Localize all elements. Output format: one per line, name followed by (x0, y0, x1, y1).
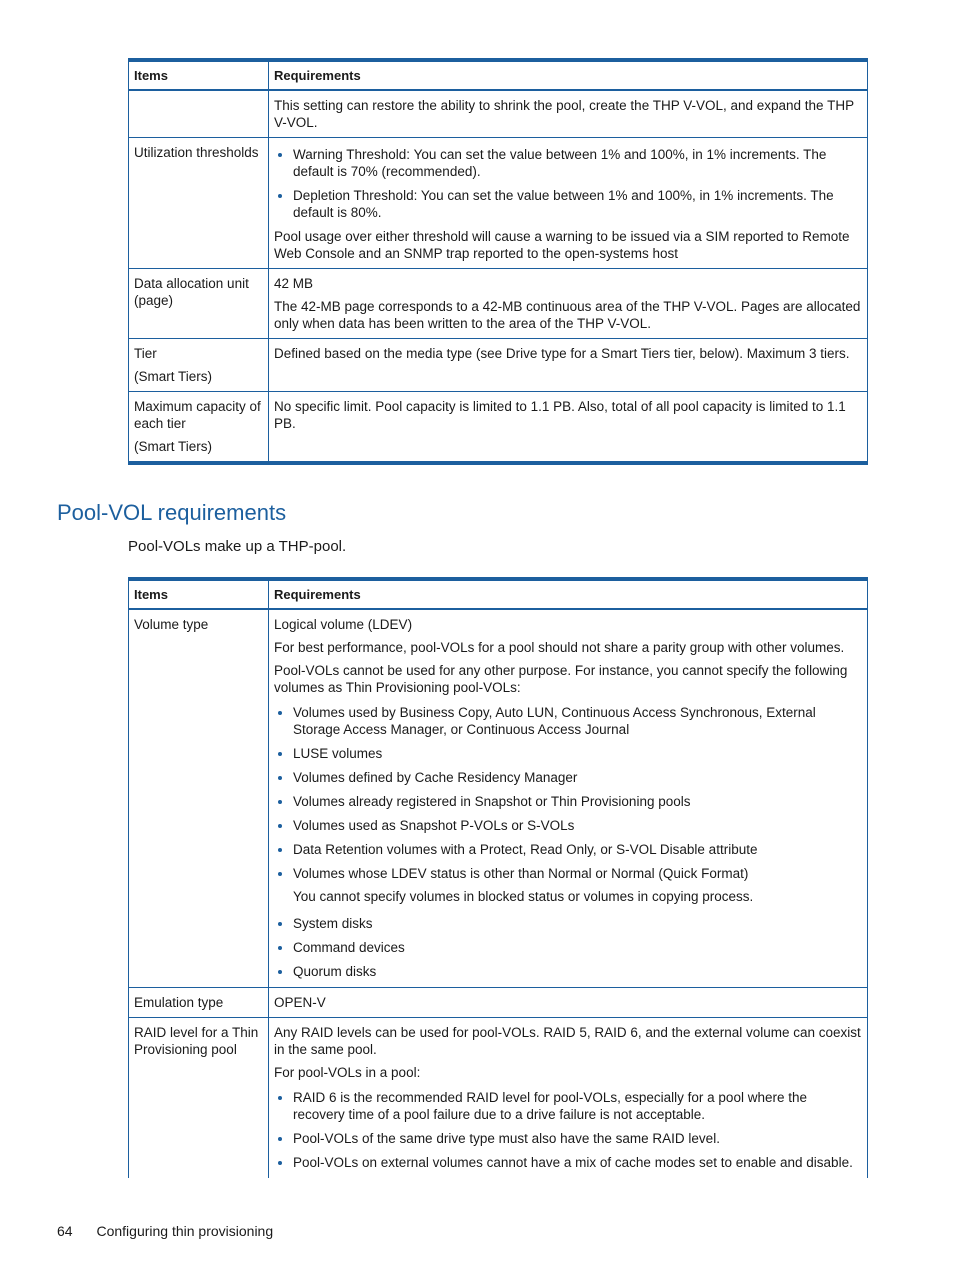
requirement-text: Defined based on the media type (see Drive type for a Smart Tiers tier, below). Maximum 3 tiers. (274, 346, 850, 361)
requirement-text: Logical volume (LDEV) (274, 617, 413, 632)
requirement-text: OPEN-V (274, 995, 326, 1010)
list-item: Data Retention volumes with a Protect, Read Only, or S-VOL Disable attribute (293, 841, 862, 858)
item-text: Tier (134, 346, 157, 361)
list-item: Quorum disks (293, 963, 862, 980)
item-text: Utilization thresholds (134, 145, 259, 160)
item-text: Emulation type (134, 995, 224, 1010)
requirements-header: Requirements (269, 60, 868, 90)
requirement-cell (269, 609, 868, 988)
list-item: Pool-VOLs of the same drive type must also have the same RAID level. (293, 1130, 862, 1147)
table-body (129, 609, 868, 1178)
list-item: System disks (293, 915, 862, 932)
requirement-text: No specific limit. Pool capacity is limited to 1.1 PB. Also, total of all pool capacity is limited to 1.1 PB. (274, 399, 846, 431)
list-item: Volumes used as Snapshot P-VOLs or S-VOLs (293, 817, 862, 834)
item-cell (129, 269, 269, 339)
requirement-list (274, 146, 862, 221)
requirement-cell (269, 90, 868, 138)
requirement-text: Pool usage over either threshold will cause a warning to be issued via a SIM reported to Remote Web Console and an SNMP trap reported to the open-systems host (274, 229, 850, 261)
item-text: (Smart Tiers) (134, 439, 213, 454)
list-item: RAID 6 is the recommended RAID level for pool-VOLs, especially for a pool where the recovery time of a pool failure due to a drive failure is not acceptable. (293, 1089, 862, 1123)
requirement-text: Pool-VOLs cannot be used for any other purpose. For instance, you cannot specify the following volumes as Thin Provisioning pool-VOLs: (274, 663, 848, 695)
table-row (129, 392, 868, 464)
requirement-cell (269, 138, 868, 269)
item-cell (129, 609, 269, 988)
requirement-text: This setting can restore the ability to shrink the pool, create the THP V-VOL, and expand the THP V-VOL. (274, 98, 854, 130)
item-cell (129, 138, 269, 269)
list-item: Command devices (293, 939, 862, 956)
requirements-header: Requirements (269, 579, 868, 609)
item-text: Maximum capacity of each tier (134, 399, 261, 431)
chapter-title: Configuring thin provisioning (96, 1223, 274, 1239)
table-row (129, 269, 868, 339)
section-title: Pool-VOL requirements (57, 500, 287, 525)
thresholds-table (128, 58, 868, 465)
requirement-text: For best performance, pool-VOLs for a pool should not share a parity group with other volumes. (274, 640, 845, 655)
table-header-row (129, 579, 868, 609)
requirement-cell (269, 339, 868, 392)
table-row (129, 339, 868, 392)
item-cell (129, 392, 269, 464)
items-header: Items (129, 579, 269, 609)
page-footer (57, 1223, 273, 1239)
list-item-note: You cannot specify volumes in blocked status or volumes in copying process. (293, 889, 754, 904)
item-text: (Smart Tiers) (134, 369, 213, 384)
list-item: LUSE volumes (293, 745, 862, 762)
table-row (129, 609, 868, 988)
requirement-text: Any RAID levels can be used for pool-VOLs. RAID 5, RAID 6, and the external volume can coexist in the same pool. (274, 1025, 861, 1057)
item-text: RAID level for a Thin Provisioning pool (134, 1025, 259, 1057)
requirement-list (274, 1089, 862, 1171)
requirement-cell (269, 269, 868, 339)
table-row (129, 1018, 868, 1179)
table-row (129, 90, 868, 138)
table-header-row (129, 60, 868, 90)
requirement-text: For pool-VOLs in a pool: (274, 1065, 421, 1080)
items-header: Items (129, 60, 269, 90)
page-number: 64 (57, 1223, 73, 1239)
item-text: Volume type (134, 617, 209, 632)
requirement-cell (269, 392, 868, 464)
table-body (129, 90, 868, 463)
section-intro: Pool-VOLs make up a THP-pool. (128, 538, 347, 555)
list-item: Pool-VOLs on external volumes cannot have a mix of cache modes set to enable and disable. (293, 1154, 862, 1171)
list-item: Volumes defined by Cache Residency Manager (293, 769, 862, 786)
item-cell (129, 1018, 269, 1179)
table-row (129, 138, 868, 269)
list-item: Warning Threshold: You can set the value between 1% and 100%, in 1% increments. The default is 70% (recommended). (293, 146, 862, 180)
item-text: Data allocation unit (page) (134, 276, 249, 308)
requirement-list (274, 704, 862, 980)
item-cell (129, 90, 269, 138)
list-item (293, 865, 862, 905)
requirement-text: 42 MB (274, 276, 314, 291)
list-item: Volumes used by Business Copy, Auto LUN, Continuous Access Synchronous, External Storage Access Manager, or Continuous Access Journal (293, 704, 862, 738)
item-cell (129, 339, 269, 392)
requirement-cell (269, 1018, 868, 1179)
pool-vol-requirements-table (128, 577, 868, 1178)
requirement-text: The 42-MB page corresponds to a 42-MB continuous area of the THP V-VOL. Pages are allocated only when data has been written to the area of the THP V-VOL. (274, 299, 861, 331)
requirement-cell (269, 988, 868, 1018)
table-row (129, 988, 868, 1018)
list-item: Volumes already registered in Snapshot or Thin Provisioning pools (293, 793, 862, 810)
item-cell (129, 988, 269, 1018)
list-item: Depletion Threshold: You can set the value between 1% and 100%, in 1% increments. The default is 80%. (293, 187, 862, 221)
list-item-text: Volumes whose LDEV status is other than Normal or Normal (Quick Format) (293, 866, 749, 881)
